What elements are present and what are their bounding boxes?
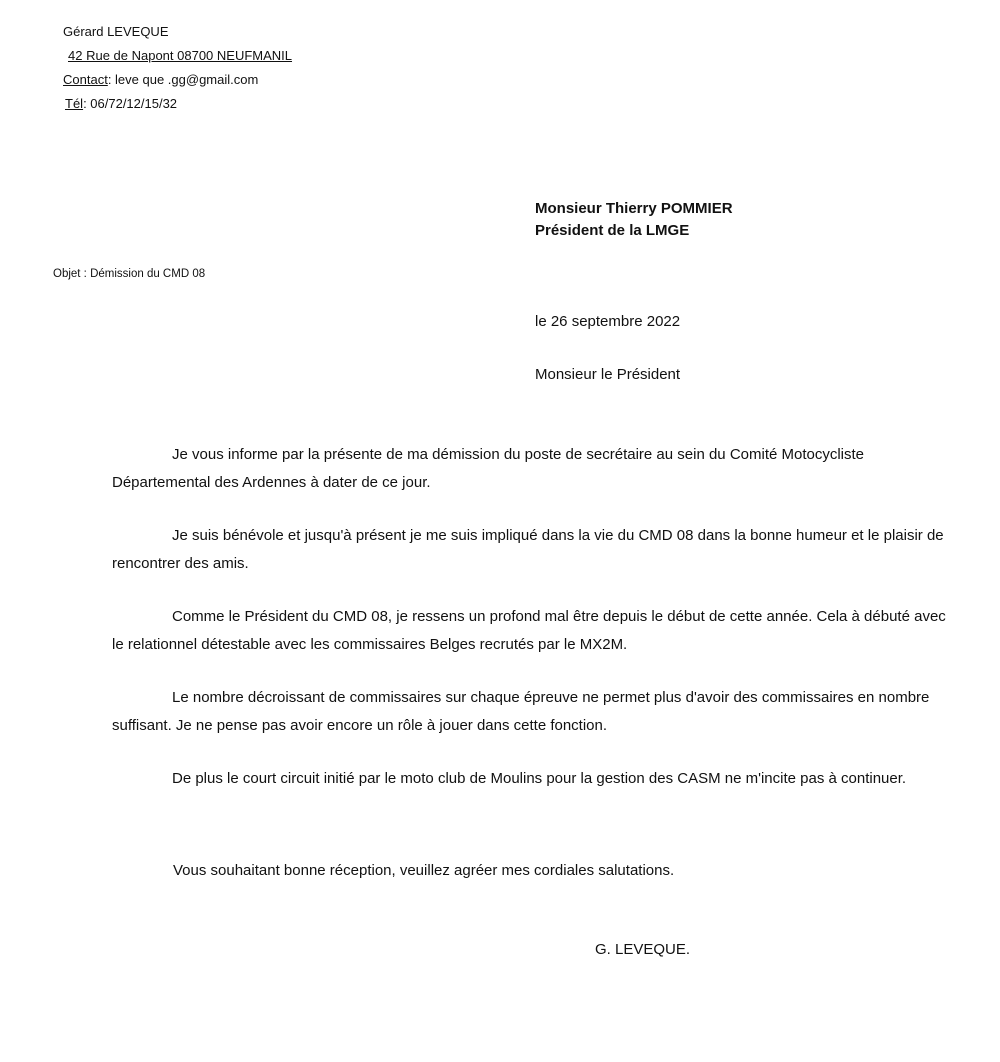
body-paragraph: De plus le court circuit initié par le moto club de Moulins pour la gestion des CASM ne m'incite pas à continuer. xyxy=(172,770,907,787)
contact-value: : leve que .gg@gmail.com xyxy=(107,72,259,87)
body-paragraph: Je vous informe par la présente de ma démission du poste de secrétaire au sein du Comité Motocycliste Départemental des Ardennes à dater de ce jour. xyxy=(112,446,865,491)
recipient-name: Monsieur Thierry POMMIER xyxy=(535,200,733,217)
body-paragraph: Comme le Président du CMD 08, je ressens un profond mal être depuis le début de cette année. Cela à débuté avec le relationnel détestable avec les commissaires Belges recrutés par le MX2M. xyxy=(112,608,946,653)
tel-value: : 06/72/12/15/32 xyxy=(83,96,178,111)
tel-label: Tél xyxy=(65,96,84,111)
sender-block xyxy=(63,20,292,116)
salutation: Monsieur le Président xyxy=(535,366,681,383)
contact-label: Contact xyxy=(63,72,108,87)
body-paragraph: Je suis bénévole et jusqu'à présent je me suis impliqué dans la vie du CMD 08 dans la bonne humeur et le plaisir de rencontrer des amis. xyxy=(112,527,944,572)
signature: G. LEVEQUE. xyxy=(595,941,691,958)
sender-address: 42 Rue de Napont 08700 NEUFMANIL xyxy=(68,48,293,63)
body-paragraph: Le nombre décroissant de commissaires sur chaque épreuve ne permet plus d'avoir des commissaires en nombre suffisant. Je ne pense pas avoir encore un rôle à jouer dans cette fonction. xyxy=(112,689,930,734)
letter-body xyxy=(112,441,947,818)
letter-date: le 26 septembre 2022 xyxy=(535,313,681,330)
sender-tel xyxy=(63,92,292,116)
recipient-block xyxy=(535,198,733,242)
closing-formula: Vous souhaitant bonne réception, veuillez agréer mes cordiales salutations. xyxy=(173,862,675,879)
sender-name: Gérard LEVEQUE xyxy=(63,24,169,39)
sender-contact xyxy=(63,68,292,92)
recipient-title: Président de la LMGE xyxy=(535,222,690,239)
subject-line: Objet : Démission du CMD 08 xyxy=(53,268,206,280)
